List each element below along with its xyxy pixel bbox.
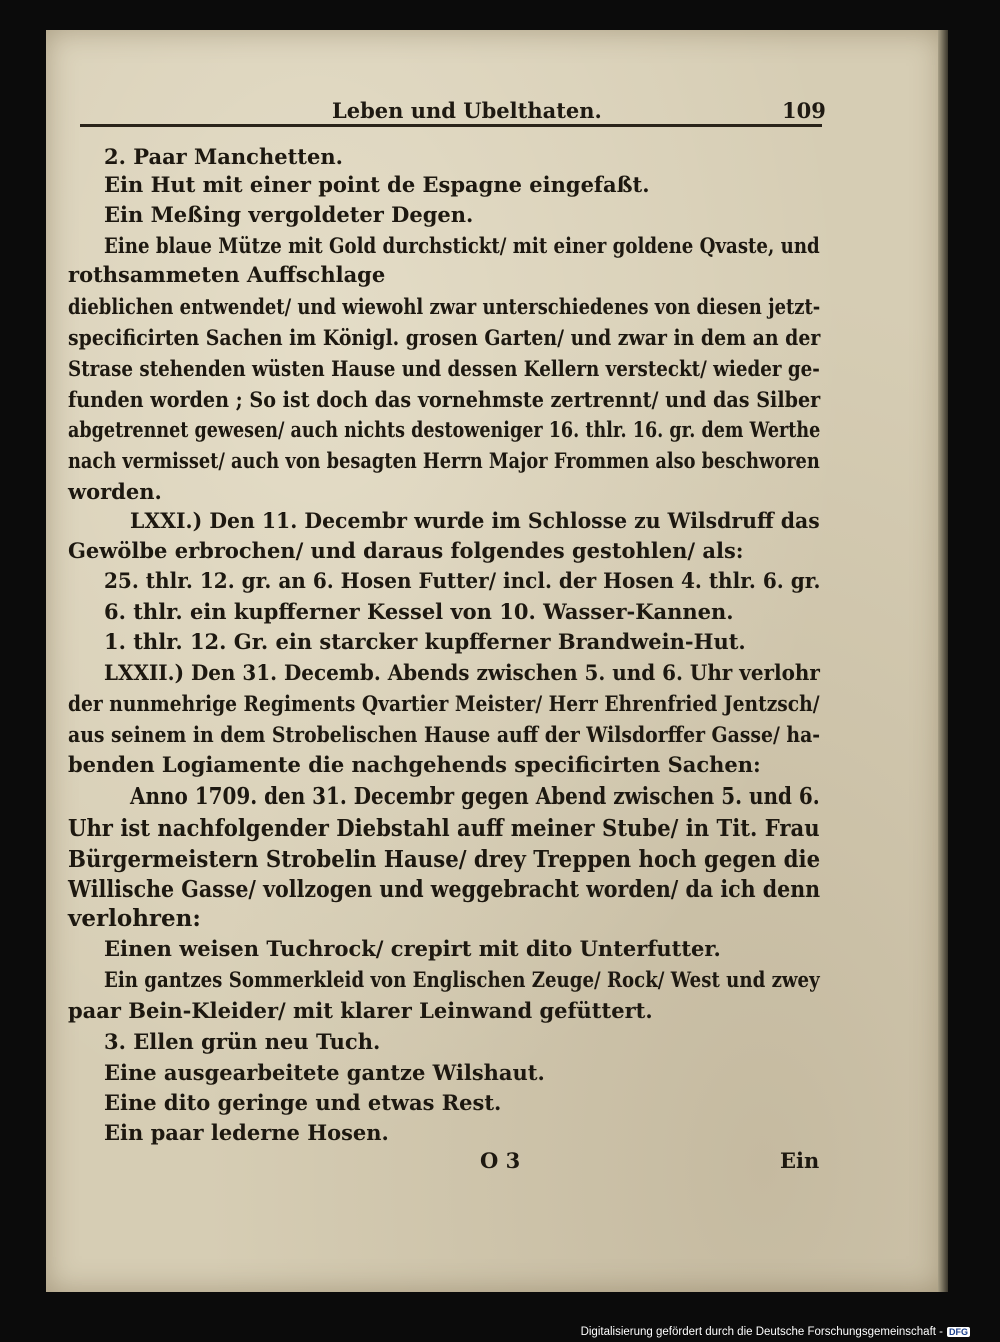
text-line: paar Bein-Kleider/ mit klarer Leinwand gefüttert. — [68, 998, 653, 1023]
text-line: LXXII.) Den 31. Decemb. Abends zwischen 5. und 6. Uhr verlohr — [104, 660, 820, 685]
text-line: Anno 1709. den 31. Decembr gegen Abend zwischen 5. und 6. — [130, 783, 820, 810]
text-line: 3. Ellen grün neu Tuch. — [104, 1029, 381, 1054]
text-line: 25. thlr. 12. gr. an 6. Hosen Futter/ incl. der Hosen 4. thlr. 6. gr. — [104, 568, 821, 593]
credit-text: Digitalisierung gefördert durch die Deutsche Forschungsgemeinschaft - — [580, 1326, 943, 1338]
dfg-logo-icon: DFG — [949, 1327, 968, 1337]
running-header: Leben und Ubelthaten. — [332, 98, 602, 123]
text-line: Einen weisen Tuchrock/ crepirt mit dito Unterfutter. — [104, 936, 721, 961]
page-edge — [938, 30, 948, 1292]
text-line: der nunmehrige Regiments Qvartier Meister/ Herr Ehrenfried Jentzsch/ — [68, 691, 820, 716]
text-line: specificirten Sachen im Königl. grosen Garten/ und zwar in dem an der — [68, 325, 821, 350]
text-line: Ein Meßing vergoldeter Degen. — [104, 202, 474, 227]
catchword: Ein — [780, 1148, 820, 1173]
text-line: Ein Hut mit einer point de Espagne eingefaßt. — [104, 172, 650, 197]
text-line: Strase stehenden wüsten Hause und dessen Kellern versteckt/ wieder ge- — [68, 356, 820, 381]
text-line: nach vermisset/ auch von besagten Herrn Major Frommen also beschworen — [68, 448, 820, 473]
text-line: LXXI.) Den 11. Decembr wurde im Schlosse zu Wilsdruff das — [130, 508, 820, 533]
header-rule — [80, 124, 822, 127]
text-line: Eine blaue Mütze mit Gold durchstickt/ mit einer goldene Qvaste, und — [104, 233, 820, 258]
text-line: Gewölbe erbrochen/ und daraus folgendes gestohlen/ als: — [68, 538, 744, 563]
text-line: Ein paar lederne Hosen. — [104, 1120, 389, 1145]
digitization-credit — [581, 1326, 970, 1338]
text-line: funden worden ; So ist doch das vornehmste zertrennt/ und das Silber — [68, 387, 821, 412]
text-line: rothsammeten Auffschlage — [68, 262, 386, 287]
text-line: 1. thlr. 12. Gr. ein starcker kupfferner Brandwein-Hut. — [104, 629, 746, 654]
text-line: verlohren: — [68, 905, 201, 932]
signature-mark: O 3 — [480, 1148, 521, 1173]
text-line: benden Logiamente die nachgehends specificirten Sachen: — [68, 752, 761, 777]
page-number: 109 — [782, 98, 826, 123]
text-line: 2. Paar Manchetten. — [104, 144, 343, 169]
text-line: 6. thlr. ein kupfferner Kessel von 10. Wasser-Kannen. — [104, 599, 734, 624]
text-line: Uhr ist nachfolgender Diebstahl auff meiner Stube/ in Tit. Frau — [68, 815, 820, 842]
text-line: Ein gantzes Sommerkleid von Englischen Zeuge/ Rock/ West und zwey — [104, 967, 820, 992]
text-line: Eine dito geringe und etwas Rest. — [104, 1090, 502, 1115]
text-line: worden. — [68, 479, 162, 504]
text-line: dieblichen entwendet/ und wiewohl zwar unterschiedenes von diesen jetzt- — [68, 294, 821, 319]
text-line: aus seinem in dem Strobelischen Hause auff der Wilsdorffer Gasse/ ha- — [68, 722, 821, 747]
text-line: Willische Gasse/ vollzogen und weggebracht worden/ da ich denn — [68, 876, 821, 903]
text-line: abgetrennet gewesen/ auch nichts destoweniger 16. thlr. 16. gr. dem Werthe — [68, 417, 821, 442]
text-line: Eine ausgearbeitete gantze Wilshaut. — [104, 1060, 545, 1085]
text-line: Bürgermeistern Strobelin Hause/ drey Treppen hoch gegen die — [68, 846, 821, 873]
